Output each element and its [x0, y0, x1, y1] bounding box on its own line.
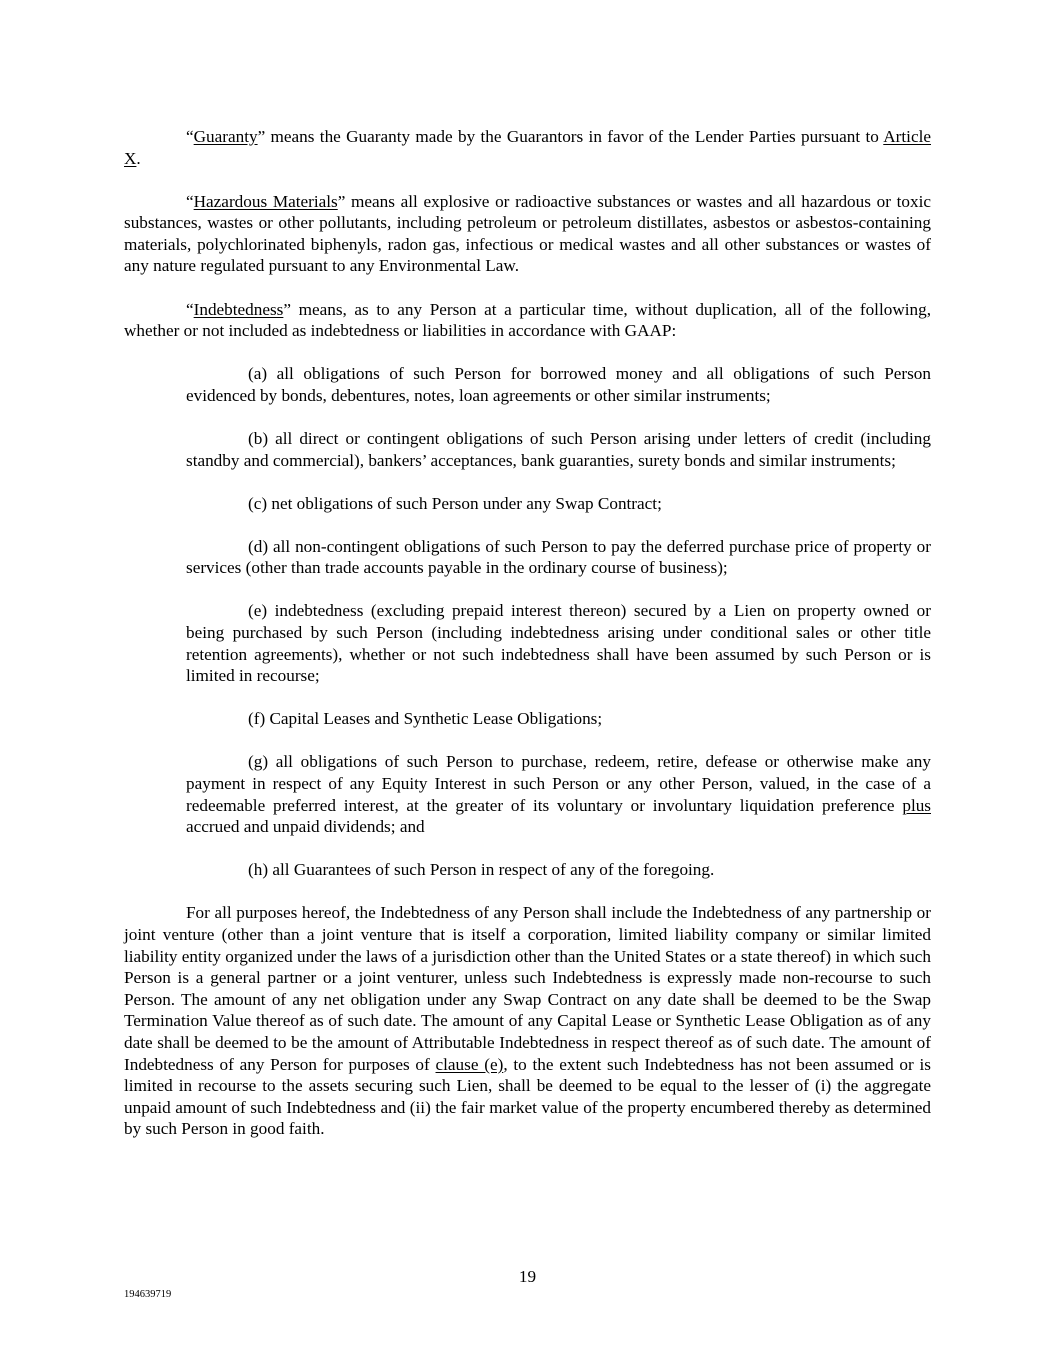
definition-text: ” means the Guaranty made by the Guarantors in favor of the Lender Parties pursuant to: [257, 127, 884, 146]
defined-term-hazardous-materials: Hazardous Materials: [193, 191, 338, 211]
term-plus: plus: [902, 795, 931, 815]
closing-text-end: , to the extent such Indebtedness has not been assumed or is limited in recourse to the assets securing such Lien, shall be deemed to be equal to the lesser of (i) the aggregate unpaid amount of such Indebtedness and (ii) the fair market value of the property encumbered thereby as determined by such Person in good faith.: [124, 1054, 931, 1139]
clause-f: (f) Capital Leases and Synthetic Lease Obligations;: [248, 709, 603, 729]
definition-guaranty: [124, 126, 931, 169]
defined-term-indebtedness: Indebtedness: [193, 299, 284, 319]
clause-g-text-end: accrued and unpaid dividends; and: [186, 817, 425, 837]
clause-b: (b) all direct or contingent obligations of such Person arising under letters of credit (including standby and commercial), bankers’ acceptances, bank guaranties, surety bonds and similar instruments;: [186, 428, 931, 470]
cross-reference-clause-e: clause (e): [435, 1054, 504, 1074]
clause-c: (c) net obligations of such Person under any Swap Contract;: [248, 493, 662, 513]
document-body: [124, 126, 931, 1140]
definition-hazardous-materials: [124, 191, 931, 277]
clause-g: [186, 751, 931, 837]
clause-g-text: (g) all obligations of such Person to purchase, redeem, retire, defease or otherwise make any payment in respect of any Equity Interest in such Person or any other Person, valued, in the case of a redeemable preferred interest, at the greater of its voluntary or involuntary liquidation preference: [186, 752, 931, 815]
open-quote: “: [186, 299, 194, 319]
closing-paragraph: [124, 902, 931, 1140]
clause-d: (d) all non-contingent obligations of such Person to pay the deferred purchase price of property or services (other than trade accounts payable in the ordinary course of business);: [186, 536, 931, 578]
defined-term-guaranty: Guaranty: [193, 127, 258, 146]
definition-indebtedness: [124, 299, 931, 342]
definition-text: ” means all explosive or radioactive substances or wastes and all hazardous or toxic substances, wastes or other pollutants, including petroleum or petroleum distillates, asbestos or asbestos-containing materials, polychlorinated biphenyls, radon gas, infectious or medical wastes and all other substances or wastes of any nature regulated pursuant to any Environmental Law.: [124, 191, 931, 276]
period: .: [136, 148, 141, 168]
open-quote: “: [186, 127, 194, 146]
definition-text: ” means, as to any Person at a particular time, without duplication, all of the following, whether or not included as indebtedness or liabilities in accordance with GAAP:: [124, 299, 931, 341]
document-id: 194639719: [124, 1289, 172, 1300]
cross-reference-article-x: Article X: [124, 127, 931, 168]
page-number: 19: [518, 1267, 537, 1286]
clause-e: (e) indebtedness (excluding prepaid interest thereon) secured by a Lien on property owned or being purchased by such Person (including indebtedness arising under conditional sales or other title retention agreements), whether or not such indebtedness shall have been assumed by such Person or is limited in recourse;: [186, 601, 931, 686]
clause-h: (h) all Guarantees of such Person in respect of any of the foregoing.: [248, 860, 715, 880]
closing-text: For all purposes hereof, the Indebtedness of any Person shall include the Indebtedness of any partnership or joint venture (other than a joint venture that is itself a corporation, limited liability company or similar limited liability entity organized under the laws of a jurisdiction other than the United States or a state thereof) in which such Person is a general partner or a joint venturer, unless such Indebtedness is expressly made non-recourse to such Person. The amount of any net obligation under any Swap Contract on any date shall be deemed to be the Swap Termination Value thereof as of such date. The amount of any Capital Lease or Synthetic Lease Obligation as of any date shall be deemed to be the amount of Attributable Indebtedness in respect thereof as of such date. The amount of Indebtedness of any Person for purposes of: [124, 903, 931, 1074]
open-quote: “: [186, 191, 194, 211]
clause-a: (a) all obligations of such Person for borrowed money and all obligations of such Person evidenced by bonds, debentures, notes, loan agreements or other similar instruments;: [186, 364, 931, 405]
